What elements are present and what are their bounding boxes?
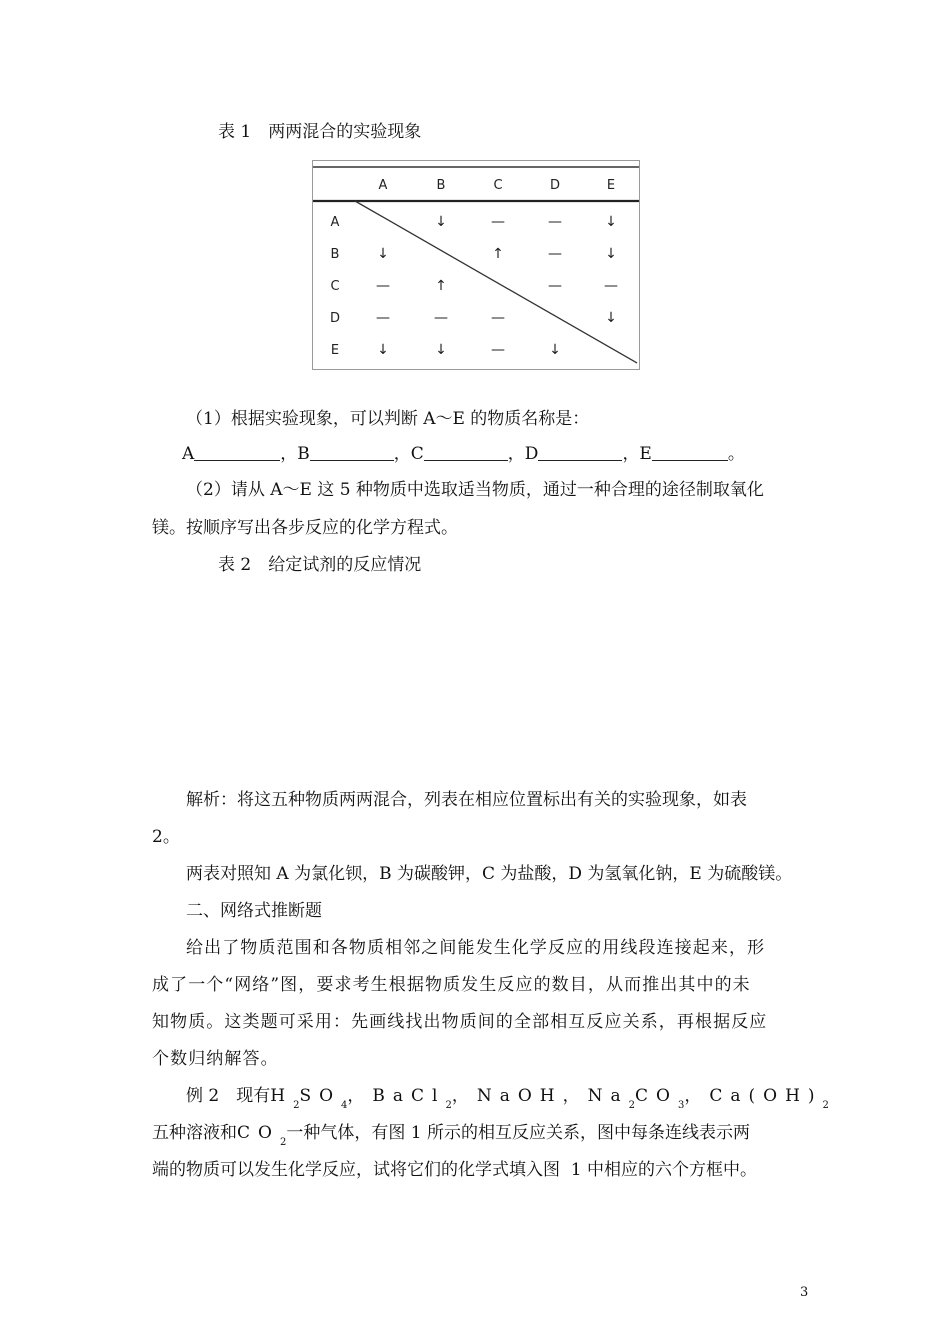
table1-grid bbox=[330, 178, 618, 358]
table1-col-header: A bbox=[378, 178, 388, 193]
table1-col-header: E bbox=[606, 178, 616, 193]
section2-para-line3: 知物质。这类题可采用：先画线找出物质间的全部相互反应关系，再根据反应 bbox=[152, 1012, 768, 1032]
no-reaction-mark: — bbox=[491, 310, 505, 326]
precipitate-mark: ↓ bbox=[435, 342, 447, 358]
no-reaction-mark: — bbox=[548, 278, 562, 294]
precipitate-mark: ↓ bbox=[605, 214, 617, 230]
gas-mark: ↑ bbox=[492, 246, 504, 262]
example2-line3: 端的物质可以发生化学反应，试将它们的化学式填入图 1 中相应的六个方框中。 bbox=[152, 1160, 758, 1180]
sub: 2 bbox=[445, 1100, 452, 1111]
table1-row-header: D bbox=[329, 311, 341, 326]
section2-para-line2: 成了一个“网络”图，要求考生根据物质发生反应的数目，从而推出其中的未 bbox=[152, 975, 751, 995]
table1-svg bbox=[313, 161, 639, 369]
question-2-line1: （2）请从 A～E 这 5 种物质中选取适当物质，通过一种合理的途径制取氧化 bbox=[186, 480, 764, 500]
blank-label-b: ，B bbox=[280, 444, 310, 464]
blank-e[interactable] bbox=[652, 444, 728, 461]
no-reaction-mark: — bbox=[491, 342, 505, 358]
precipitate-mark: ↓ bbox=[377, 246, 389, 262]
formula-h2so4-h: H bbox=[270, 1086, 294, 1106]
example2-line2 bbox=[152, 1121, 750, 1148]
example2-line2-end: 一种气体，有图 1 所示的相互反应关系，图中每条连线表示两 bbox=[286, 1123, 750, 1143]
blank-a[interactable] bbox=[194, 444, 280, 461]
blank-c[interactable] bbox=[424, 444, 508, 461]
no-reaction-mark: — bbox=[604, 278, 618, 294]
precipitate-mark: ↓ bbox=[605, 310, 617, 326]
blank-label-e: ，E bbox=[622, 444, 652, 464]
precipitate-mark: ↓ bbox=[377, 342, 389, 358]
no-reaction-mark: — bbox=[376, 278, 390, 294]
question-1-text: （1）根据实验现象，可以判断 A～E 的物质名称是： bbox=[186, 409, 590, 429]
precipitate-mark: ↓ bbox=[605, 246, 617, 262]
blank-d[interactable] bbox=[538, 444, 622, 461]
formula-naoh-na2: ，NaOH，Na bbox=[451, 1086, 629, 1106]
table1-col-header: D bbox=[549, 178, 561, 193]
formula-bacl2: ，BaCl bbox=[347, 1086, 446, 1106]
blank-label-a: A bbox=[182, 444, 195, 464]
sub: 4 bbox=[341, 1100, 348, 1111]
example2-label: 例 2 现有 bbox=[186, 1086, 271, 1106]
precipitate-mark: ↓ bbox=[435, 214, 447, 230]
example2-line1 bbox=[186, 1084, 829, 1111]
sub: 2 bbox=[628, 1100, 636, 1111]
question-2-line2: 镁。按顺序写出各步反应的化学方程式。 bbox=[152, 518, 458, 538]
formula-h2so4-so: SO bbox=[299, 1086, 342, 1106]
page-number: 3 bbox=[800, 1285, 809, 1300]
question-1-blanks bbox=[182, 442, 745, 466]
section2-para-line1: 给出了物质范围和各物质相邻之间能发生化学反应的用线段连接起来，形 bbox=[186, 938, 766, 958]
no-reaction-mark: — bbox=[434, 310, 448, 326]
table1-row-header: A bbox=[330, 215, 340, 230]
blank-label-d: ，D bbox=[507, 444, 539, 464]
sub: 2 bbox=[279, 1137, 287, 1148]
sub: 3 bbox=[677, 1100, 685, 1111]
example2-line2-start: 五种溶液和 bbox=[152, 1123, 237, 1143]
analysis-line1: 解析：将这五种物质两两混合，列表在相应位置标出有关的实验现象，如表 bbox=[186, 790, 747, 810]
blank-label-c: ，C bbox=[393, 444, 424, 464]
table1-col-header: C bbox=[493, 178, 503, 193]
no-reaction-mark: — bbox=[548, 214, 562, 230]
formula-na2co3-co: CO bbox=[635, 1086, 678, 1106]
table1-figure bbox=[312, 160, 640, 370]
table1-caption: 表 1 两两混合的实验现象 bbox=[218, 122, 422, 142]
no-reaction-mark: — bbox=[548, 246, 562, 262]
analysis-line2: 2。 bbox=[152, 827, 180, 847]
analysis-line3: 两表对照知 A 为氯化钡，B 为碳酸钾，C 为盐酸，D 为氢氧化钠，E 为硫酸镁。 bbox=[186, 864, 793, 884]
table1-row-header: B bbox=[330, 247, 340, 262]
no-reaction-mark: — bbox=[376, 310, 390, 326]
table1-col-header: B bbox=[436, 178, 446, 193]
blank-end: 。 bbox=[727, 444, 745, 464]
gas-mark: ↑ bbox=[435, 278, 447, 294]
table1-row-header: C bbox=[330, 279, 340, 294]
formula-caoh2: ，Ca(OH) bbox=[684, 1086, 823, 1106]
blank-b[interactable] bbox=[310, 444, 394, 461]
precipitate-mark: ↓ bbox=[549, 342, 561, 358]
table2-caption: 表 2 给定试剂的反应情况 bbox=[218, 555, 422, 575]
section2-title: 二、网络式推断题 bbox=[186, 901, 322, 921]
sub: 2 bbox=[293, 1100, 300, 1111]
formula-co2: CO bbox=[237, 1123, 280, 1143]
table1-row-header: E bbox=[330, 343, 340, 358]
no-reaction-mark: — bbox=[491, 214, 505, 230]
sub: 2 bbox=[822, 1100, 829, 1111]
section2-para-line4: 个数归纳解答。 bbox=[152, 1049, 279, 1069]
